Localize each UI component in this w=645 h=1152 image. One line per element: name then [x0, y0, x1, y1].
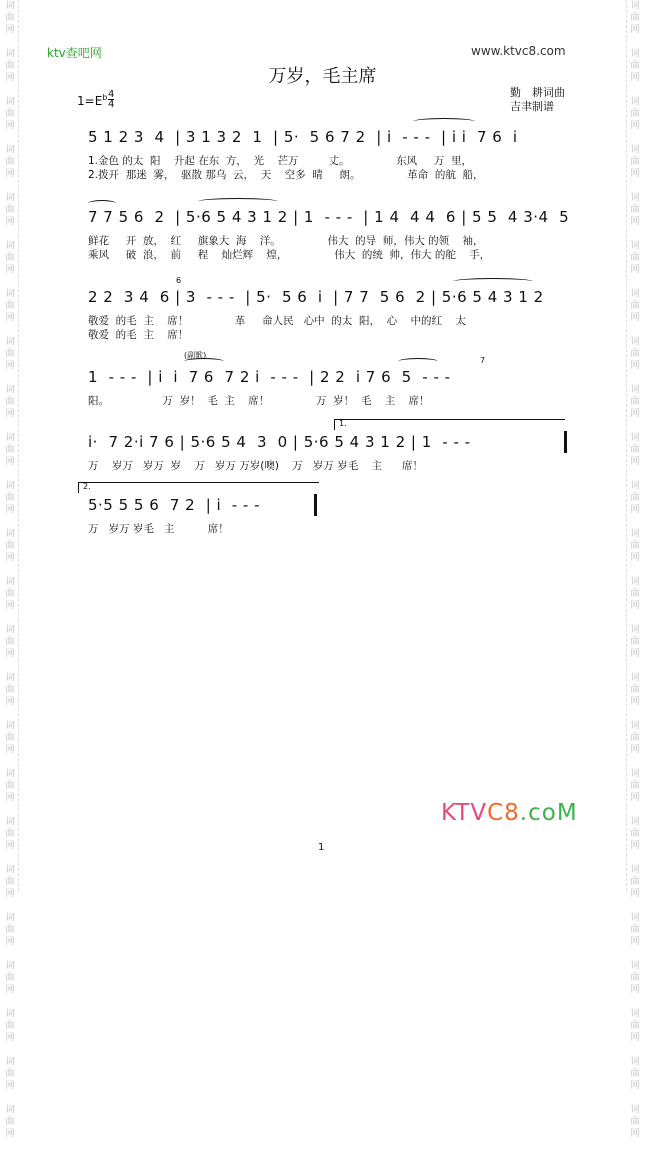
slur: [398, 358, 438, 365]
side-watermark-char: 曲: [5, 1021, 15, 1031]
side-watermark-char: 词: [5, 721, 15, 731]
side-watermark-char: 词: [5, 1009, 15, 1019]
side-watermark-gap: [628, 420, 642, 432]
side-watermark-char: 曲: [5, 1117, 15, 1127]
side-watermark-gap: [628, 900, 642, 912]
side-watermark-char: 曲: [630, 13, 640, 23]
slur: [453, 278, 533, 285]
side-watermark-char: 网: [630, 265, 640, 275]
side-watermark-char: 词: [5, 577, 15, 587]
side-watermark-char: 词: [5, 241, 15, 251]
side-watermark-char: 词: [630, 145, 640, 155]
lyric-line-1: 敬爱 的毛 主 席！ 革 命人民 心中 的太 阳， 心 中的红 太: [88, 315, 466, 327]
volta-label: 1.: [339, 419, 347, 428]
side-watermark-char: 曲: [630, 205, 640, 215]
side-watermark-char: 曲: [630, 61, 640, 71]
side-watermark-char: 词: [5, 1105, 15, 1115]
side-watermark-char: 网: [630, 73, 640, 83]
side-watermark-gap: [3, 1140, 17, 1152]
side-watermark-char: 网: [5, 1129, 15, 1139]
side-watermark-char: 词: [630, 1105, 640, 1115]
lyricist-credit: 勤 耕词曲: [510, 86, 565, 99]
volta-bracket-2: [78, 482, 319, 493]
side-watermark-char: 曲: [5, 637, 15, 647]
logo-com: .coM: [519, 800, 578, 826]
side-watermark-gap: [3, 468, 17, 480]
side-watermark-char: 曲: [5, 61, 15, 71]
notation-line: 2 2 3 4 6 | 3 - - - | 5· 5 6 i | 7 7 5 6 2 | 5·6 5 4 3 1 2: [88, 288, 544, 306]
side-watermark-char: 网: [5, 25, 15, 35]
side-watermark-char: 网: [5, 889, 15, 899]
side-watermark-char: 曲: [630, 589, 640, 599]
side-watermark-char: 词: [5, 913, 15, 923]
slur: [88, 200, 116, 207]
side-watermark-char: 词: [630, 433, 640, 443]
side-watermark-char: 曲: [630, 1117, 640, 1127]
side-watermark-char: 网: [5, 649, 15, 659]
side-watermark-char: 曲: [630, 397, 640, 407]
side-watermark-gap: [3, 756, 17, 768]
side-watermark-char: 词: [5, 817, 15, 827]
side-watermark-char: 网: [630, 409, 640, 419]
side-watermark-gap: [628, 708, 642, 720]
side-watermark-left: [3, 0, 17, 1139]
side-watermark-char: 词: [630, 385, 640, 395]
lyric-line-2: 敬爱 的毛 主 席！: [88, 329, 189, 341]
side-watermark-char: 曲: [5, 157, 15, 167]
side-watermark-gap: [3, 36, 17, 48]
side-watermark-char: 曲: [630, 493, 640, 503]
side-watermark-char: 词: [630, 865, 640, 875]
side-watermark-gap: [3, 324, 17, 336]
side-watermark-char: 网: [630, 505, 640, 515]
side-watermark-char: 词: [630, 337, 640, 347]
slur: [184, 358, 224, 365]
side-watermark-char: 曲: [5, 589, 15, 599]
side-watermark-char: 词: [5, 385, 15, 395]
side-watermark-char: 网: [5, 745, 15, 755]
side-watermark-char: 曲: [5, 877, 15, 887]
slur: [413, 118, 475, 125]
side-watermark-char: 词: [630, 49, 640, 59]
side-watermark-char: 网: [630, 169, 640, 179]
side-watermark-gap: [628, 564, 642, 576]
slur: [198, 198, 278, 205]
side-watermark-char: 网: [5, 361, 15, 371]
side-watermark-gap: [3, 996, 17, 1008]
logo-c8: C8: [487, 800, 520, 826]
side-watermark-gap: [3, 420, 17, 432]
side-watermark-char: 网: [5, 73, 15, 83]
side-watermark-gap: [628, 180, 642, 192]
side-watermark-char: 曲: [5, 733, 15, 743]
key-flat: b: [102, 93, 108, 102]
side-watermark-gap: [628, 36, 642, 48]
side-watermark-char: 词: [630, 625, 640, 635]
lyric-line-1: 阳。 万 岁！ 毛 主 席！ 万 岁！ 毛 主 席！: [88, 395, 430, 407]
side-watermark-char: 网: [5, 169, 15, 179]
key-text: 1=E: [77, 94, 103, 108]
side-watermark-char: 网: [5, 793, 15, 803]
side-watermark-gap: [628, 372, 642, 384]
side-watermark-char: 词: [630, 1, 640, 11]
side-watermark-char: 网: [630, 793, 640, 803]
final-barline: [314, 494, 317, 516]
side-watermark-char: 曲: [5, 445, 15, 455]
time-bottom: 4: [108, 99, 115, 110]
side-watermark-char: 网: [5, 1081, 15, 1091]
side-watermark-char: 曲: [630, 253, 640, 263]
side-watermark-char: 词: [630, 241, 640, 251]
lyric-line-1: 万 岁万 岁毛 主 席！: [88, 523, 229, 535]
side-watermark-char: 词: [5, 481, 15, 491]
side-watermark-char: 网: [630, 457, 640, 467]
side-watermark-gap: [3, 1092, 17, 1104]
side-watermark-gap: [628, 228, 642, 240]
side-watermark-char: 网: [5, 553, 15, 563]
side-watermark-gap: [628, 996, 642, 1008]
side-watermark-char: 网: [630, 1033, 640, 1043]
side-watermark-char: 词: [630, 529, 640, 539]
side-watermark-gap: [628, 468, 642, 480]
side-watermark-char: 网: [5, 1033, 15, 1043]
side-watermark-char: 网: [5, 985, 15, 995]
side-watermark-char: 曲: [630, 301, 640, 311]
side-watermark-char: 词: [630, 817, 640, 827]
side-watermark-char: 曲: [630, 685, 640, 695]
side-watermark-char: 网: [630, 601, 640, 611]
side-watermark-char: 词: [5, 769, 15, 779]
side-watermark-char: 网: [630, 217, 640, 227]
key-signature: [77, 93, 107, 108]
side-watermark-char: 网: [630, 1129, 640, 1139]
side-watermark-char: 词: [630, 961, 640, 971]
side-watermark-char: 网: [5, 121, 15, 131]
notation-line: 5 1 2 3 4 | 3 1 3 2 1 | 5· 5 6 7 2 | i - - - | i i 7 6 i: [88, 128, 518, 146]
side-watermark-char: 曲: [5, 1069, 15, 1079]
side-watermark-char: 网: [630, 1081, 640, 1091]
side-watermark-char: 曲: [630, 349, 640, 359]
side-watermark-char: 网: [5, 457, 15, 467]
side-watermark-char: 曲: [630, 445, 640, 455]
side-watermark-char: 曲: [630, 157, 640, 167]
side-watermark-char: 词: [5, 193, 15, 203]
side-watermark-gap: [628, 948, 642, 960]
lyric-line-1: 鲜花 开 放， 红 旗象大 海 洋。 伟大 的导 师，伟大 的领 袖，: [88, 235, 484, 247]
side-watermark-char: 网: [5, 937, 15, 947]
side-watermark-char: 曲: [630, 781, 640, 791]
arranger-credit: 吉聿制谱: [510, 100, 554, 113]
side-watermark-char: 词: [630, 721, 640, 731]
lyric-line-1: 万 岁万 岁万 岁 万 岁万 万岁(噢) 万 岁万 岁毛 主 席！: [88, 460, 424, 472]
side-watermark-char: 网: [5, 841, 15, 851]
side-watermark-gap: [3, 276, 17, 288]
side-watermark-char: 曲: [5, 541, 15, 551]
side-watermark-char: 网: [630, 361, 640, 371]
notation-line: 1 - - - | i i 7 6 7 2 i - - - | 2 2 i 7 6 5 - - -: [88, 368, 451, 386]
side-watermark-char: 词: [630, 577, 640, 587]
chorus-mark: (副歌): [184, 351, 207, 360]
side-watermark-char: 网: [630, 985, 640, 995]
side-watermark-gap: [628, 1092, 642, 1104]
side-watermark-gap: [3, 804, 17, 816]
side-watermark-gap: [3, 1044, 17, 1056]
volta-label: 2.: [83, 482, 91, 491]
side-watermark-gap: [3, 708, 17, 720]
side-watermark-char: 网: [5, 697, 15, 707]
notation-line: 7 7 5 6 2 | 5·6 5 4 3 1 2 | 1 - - - | 1 4 4 4 6 | 5 5 4 3·4 5: [88, 208, 570, 226]
side-watermark-char: 词: [630, 481, 640, 491]
side-watermark-char: 曲: [5, 781, 15, 791]
side-watermark-char: 词: [5, 961, 15, 971]
side-watermark-char: 词: [630, 1057, 640, 1067]
side-watermark-char: 词: [630, 673, 640, 683]
side-watermark-char: 曲: [5, 109, 15, 119]
page-number: 1: [318, 842, 325, 853]
side-watermark-gap: [3, 852, 17, 864]
side-watermark-char: 曲: [5, 349, 15, 359]
side-watermark-gap: [628, 516, 642, 528]
side-watermark-char: 词: [630, 97, 640, 107]
side-watermark-char: 网: [5, 409, 15, 419]
side-watermark-gap: [628, 852, 642, 864]
side-watermark-char: 词: [630, 913, 640, 923]
side-watermark-char: 词: [5, 1, 15, 11]
side-watermark-char: 词: [5, 673, 15, 683]
side-watermark-char: 曲: [5, 205, 15, 215]
volta-bracket-1: [334, 419, 565, 430]
side-watermark-char: 词: [5, 625, 15, 635]
side-watermark-gap: [628, 1044, 642, 1056]
side-watermark-char: 网: [630, 937, 640, 947]
side-watermark-char: 词: [630, 289, 640, 299]
side-watermark-char: 曲: [630, 1069, 640, 1079]
side-watermark-char: 曲: [5, 829, 15, 839]
logo-ktv: KTV: [441, 800, 488, 826]
side-watermark-char: 曲: [630, 541, 640, 551]
lyric-line-2: 2.拨开 那迷 雾， 驱散 那乌 云， 天 空多 晴 朗。 革命 的航 船，: [88, 169, 484, 181]
side-watermark-char: 词: [5, 97, 15, 107]
side-watermark-gap: [3, 900, 17, 912]
side-watermark-gap: [3, 228, 17, 240]
side-watermark-char: 网: [630, 553, 640, 563]
time-top: 4: [108, 89, 115, 100]
site-url[interactable]: www.ktvc8.com: [471, 44, 566, 58]
side-watermark-char: 网: [630, 697, 640, 707]
side-watermark-gap: [628, 324, 642, 336]
side-watermark-gap: [3, 612, 17, 624]
side-watermark-gap: [628, 276, 642, 288]
side-watermark-char: 网: [630, 313, 640, 323]
side-watermark-char: 网: [630, 649, 640, 659]
side-watermark-char: 词: [630, 769, 640, 779]
side-watermark-gap: [3, 132, 17, 144]
side-watermark-char: 词: [5, 433, 15, 443]
side-watermark-char: 曲: [5, 397, 15, 407]
side-watermark-char: 词: [5, 49, 15, 59]
side-watermark-char: 曲: [630, 925, 640, 935]
notation-line: 5·5 5 5 6 7 2 | i - - -: [88, 496, 261, 514]
repeat-barline: [564, 431, 567, 453]
side-watermark-char: 词: [5, 337, 15, 347]
side-watermark-char: 词: [630, 1009, 640, 1019]
side-watermark-char: 曲: [630, 733, 640, 743]
side-watermark-gap: [628, 612, 642, 624]
side-watermark-char: 词: [5, 289, 15, 299]
side-watermark-char: 曲: [5, 13, 15, 23]
side-watermark-gap: [3, 948, 17, 960]
lyric-line-2: 乘风 破 浪， 前 程 灿烂辉 煌， 伟大 的统 帅，伟大 的舵 手，: [88, 249, 491, 261]
side-watermark-char: 网: [630, 25, 640, 35]
fermata-mark: 7: [480, 356, 486, 365]
side-watermark-char: 曲: [630, 829, 640, 839]
side-watermark-char: 曲: [630, 109, 640, 119]
side-watermark-char: 曲: [630, 637, 640, 647]
side-watermark-char: 网: [5, 265, 15, 275]
side-watermark-char: 词: [5, 865, 15, 875]
fermata-mark: 6: [176, 276, 182, 285]
side-watermark-gap: [628, 132, 642, 144]
side-watermark-char: 词: [5, 145, 15, 155]
brand-text[interactable]: ktv查吧网: [47, 46, 102, 60]
side-watermark-char: 曲: [5, 253, 15, 263]
side-watermark-char: 网: [630, 841, 640, 851]
side-watermark-char: 词: [5, 1057, 15, 1067]
side-watermark-char: 网: [630, 121, 640, 131]
side-watermark-char: 网: [5, 601, 15, 611]
side-watermark-gap: [628, 804, 642, 816]
side-watermark-char: 曲: [630, 877, 640, 887]
side-watermark-char: 网: [630, 745, 640, 755]
side-watermark-char: 曲: [5, 973, 15, 983]
side-watermark-gap: [3, 660, 17, 672]
side-watermark-char: 网: [5, 313, 15, 323]
side-watermark-gap: [3, 180, 17, 192]
side-watermark-char: 曲: [5, 493, 15, 503]
side-watermark-char: 词: [5, 529, 15, 539]
side-watermark-char: 曲: [630, 1021, 640, 1031]
side-watermark-gap: [3, 564, 17, 576]
side-watermark-gap: [3, 516, 17, 528]
side-watermark-char: 网: [630, 889, 640, 899]
side-watermark-char: 词: [630, 193, 640, 203]
side-watermark-gap: [628, 1140, 642, 1152]
ktvc8-logo: [441, 800, 578, 826]
side-watermark-char: 曲: [5, 301, 15, 311]
time-signature: [108, 90, 114, 109]
side-watermark-char: 曲: [630, 973, 640, 983]
song-title: 万岁，毛主席: [268, 66, 377, 87]
side-watermark-char: 曲: [5, 685, 15, 695]
side-watermark-gap: [628, 756, 642, 768]
side-watermark-gap: [3, 372, 17, 384]
side-watermark-char: 网: [5, 505, 15, 515]
lyric-line-1: 1.金色 的太 阳 升起 在东 方， 光 芒万 丈。 东风 万 里，: [88, 155, 473, 167]
side-watermark-right: [628, 0, 642, 1139]
side-watermark-gap: [628, 660, 642, 672]
side-watermark-char: 网: [5, 217, 15, 227]
notation-line: i· 7 2·i 7 6 | 5·6 5 4 3 0 | 5·6 5 4 3 1 2 | 1 - - -: [88, 433, 471, 451]
side-watermark-char: 曲: [5, 925, 15, 935]
